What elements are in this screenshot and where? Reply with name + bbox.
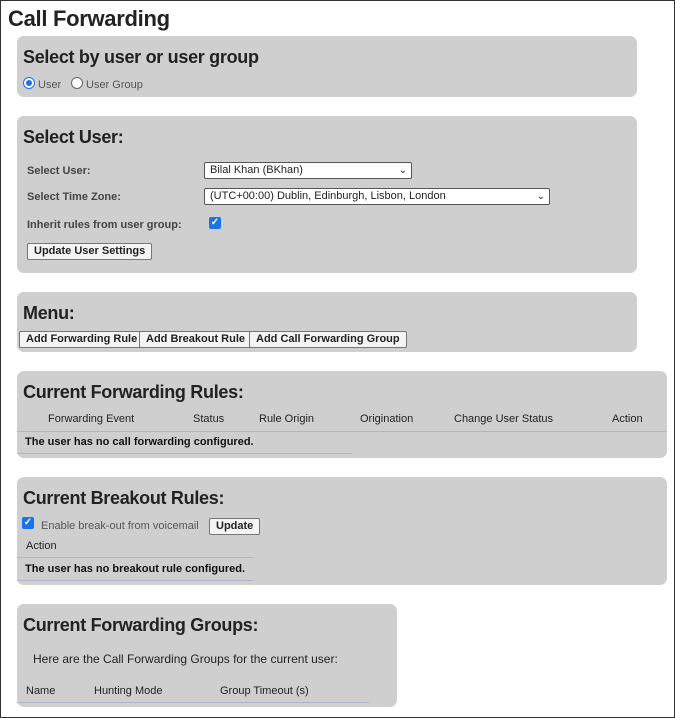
forwarding-groups-intro: Here are the Call Forwarding Groups for the current user:: [33, 652, 338, 666]
select-user-label: Select User:: [27, 165, 91, 177]
forwarding-rules-panel: [17, 371, 667, 458]
user-select-value: Bilal Khan (BKhan): [210, 164, 303, 176]
add-forwarding-rule-button[interactable]: Add Forwarding Rule: [19, 331, 144, 348]
page-title: Call Forwarding: [8, 6, 170, 31]
column-header: Rule Origin: [259, 413, 315, 425]
menu-panel: [17, 292, 637, 352]
row-divider: [17, 453, 352, 454]
select-by-panel: [17, 36, 637, 97]
add-call-forwarding-group-button[interactable]: Add Call Forwarding Group: [249, 331, 407, 348]
breakout-rules-panel: [17, 477, 667, 585]
column-header: Origination: [360, 413, 414, 425]
user-group-radio-label[interactable]: User Group: [86, 79, 143, 91]
user-group-radio[interactable]: [71, 77, 83, 89]
time-zone-select-value: (UTC+00:00) Dublin, Edinburgh, Lisbon, London: [210, 190, 446, 202]
breakout-rules-heading: Current Breakout Rules:: [23, 488, 225, 508]
column-header: Hunting Mode: [94, 685, 163, 697]
forwarding-groups-panel: [17, 604, 397, 707]
add-breakout-rule-button[interactable]: Add Breakout Rule: [139, 331, 252, 348]
select-user-panel: [17, 116, 637, 273]
inherit-rules-checkbox[interactable]: ✓: [210, 217, 220, 228]
menu-heading: Menu:: [23, 303, 75, 323]
column-header: Status: [193, 413, 225, 425]
column-header: Action: [26, 540, 57, 552]
column-header: Action: [612, 413, 643, 425]
row-divider: [17, 580, 253, 581]
forwarding-rules-heading: Current Forwarding Rules:: [23, 382, 244, 402]
select-by-heading: Select by user or user group: [23, 47, 259, 67]
header-divider: [17, 431, 667, 432]
column-header: Name: [26, 685, 56, 697]
chevron-down-icon: ⌄: [398, 165, 407, 176]
select-user-heading: Select User:: [23, 127, 124, 147]
forwarding-groups-heading: Current Forwarding Groups:: [23, 615, 259, 635]
user-radio-label[interactable]: User: [38, 79, 62, 91]
user-select[interactable]: [204, 162, 412, 179]
forwarding-empty-message: The user has no call forwarding configured.: [25, 436, 254, 448]
enable-breakout-label: Enable break-out from voicemail: [41, 520, 199, 532]
header-divider: [17, 702, 369, 703]
column-header: Change User Status: [454, 413, 554, 425]
user-radio[interactable]: [23, 77, 35, 89]
update-breakout-button[interactable]: Update: [209, 518, 260, 535]
inherit-rules-label: Inherit rules from user group:: [27, 219, 182, 231]
enable-breakout-checkbox[interactable]: ✓: [23, 517, 33, 528]
chevron-down-icon: ⌄: [536, 191, 545, 202]
time-zone-label: Select Time Zone:: [27, 191, 121, 203]
breakout-empty-message: The user has no breakout rule configured.: [25, 563, 246, 575]
column-header: Group Timeout (s): [220, 685, 309, 697]
header-divider: [17, 557, 253, 558]
time-zone-select[interactable]: [204, 188, 550, 205]
update-user-settings-button[interactable]: Update User Settings: [27, 243, 152, 260]
column-header: Forwarding Event: [48, 413, 135, 425]
